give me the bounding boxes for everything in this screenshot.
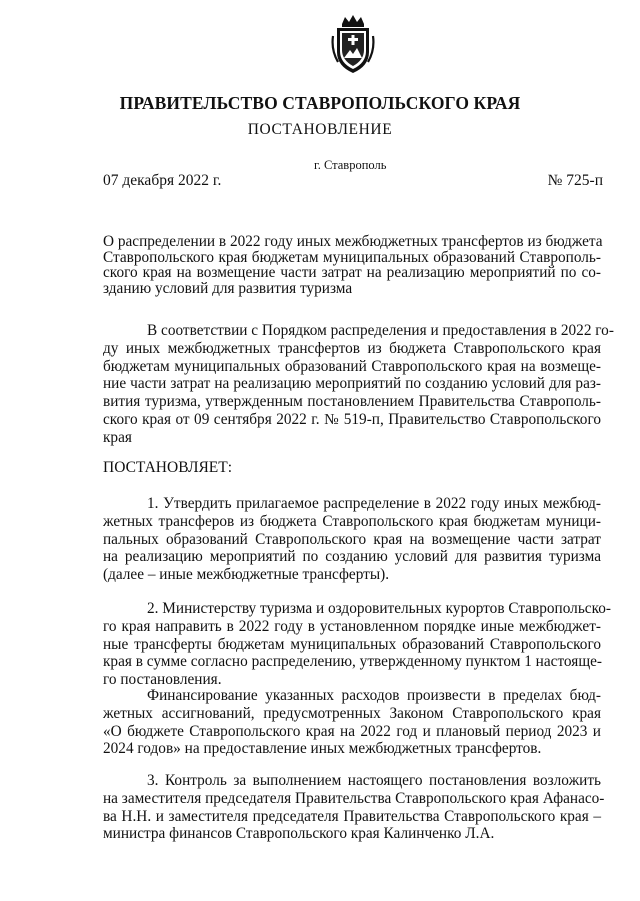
text-line: жетных трансферов из бюджета Ставропольского края бюджетам муници-	[103, 512, 601, 530]
item-2-paragraph	[103, 600, 611, 689]
preamble-paragraph	[103, 322, 614, 447]
text-line: (далее – иные межбюджетные трансферты).	[103, 566, 390, 584]
subject-line: зданию условий для развития туризма	[103, 279, 353, 297]
postanovlyaet-heading: ПОСТАНОВЛЯЕТ:	[103, 459, 233, 476]
document-type: ПОСТАНОВЛЕНИЕ	[247, 121, 393, 138]
text-line: вития туризма, утвержденным постановлением Правительства Ставрополь-	[103, 393, 601, 411]
document-date: 07 декабря 2022 г.	[103, 172, 222, 189]
text-line: «О бюджете Ставропольского края на 2022 год и плановый период 2023 и	[103, 722, 601, 740]
text-line: В соответствии с Порядком распределения и предоставления в 2022 го-	[147, 322, 614, 339]
text-line: 2. Министерству туризма и оздоровительных курортов Ставропольско-	[147, 600, 611, 617]
text-line: Финансирование указанных расходов произвести в пределах бюд-	[147, 687, 601, 704]
text-line: ва Н.Н. и заместителя председателя Правительства Ставропольского края –	[103, 807, 601, 825]
text-line: 3. Контроль за выполнением настоящего постановления возложить	[147, 772, 601, 789]
text-line: министра финансов Ставропольского края Калинченко Л.А.	[103, 825, 495, 843]
text-line: 2024 годов» на предоставление иных межбюджетных трансфертов.	[103, 740, 542, 758]
item-2-financing-paragraph	[103, 687, 601, 758]
subject-line: ского края на возмещение части затрат на реализацию мероприятий по со-	[103, 264, 601, 281]
text-line: края в сумме согласно распределению, утвержденному пунктом 1 настояще-	[103, 653, 602, 671]
government-title: ПРАВИТЕЛЬСТВО СТАВРОПОЛЬСКОГО КРАЯ	[119, 93, 521, 113]
text-line: 1. Утвердить прилагаемое распределение в 2022 году иных межбюд-	[147, 495, 601, 512]
text-line: го постановления.	[103, 671, 222, 689]
city: г. Ставрополь	[314, 158, 387, 172]
text-line: ные трансферты бюджетам муниципальных образований Ставропольского	[103, 635, 601, 653]
item-1-paragraph	[103, 495, 601, 584]
text-line: ду иных межбюджетных трансфертов из бюджета Ставропольского края	[103, 339, 601, 357]
text-line: жетных ассигнований, предусмотренных Законом Ставропольского края	[103, 704, 601, 722]
text-line: на реализацию мероприятий по созданию условий для развития туризма	[103, 548, 601, 566]
text-line: ние части затрат на реализацию мероприятий по созданию условий для раз-	[103, 375, 601, 393]
document-number: № 725-п	[547, 172, 603, 189]
text-line: пальных образований Ставропольского края на возмещение части затрат	[103, 530, 601, 548]
stavropol-coat-of-arms-icon	[330, 14, 376, 76]
text-line: бюджетам муниципальных образований Ставропольского края на возмеще-	[103, 357, 601, 375]
document-subject	[103, 234, 601, 296]
text-line: го края направить в 2022 году в установленном порядке иные межбюджет-	[103, 617, 601, 635]
text-line: ского края от 09 сентября 2022 г. № 519-п, Правительство Ставропольского	[103, 410, 601, 428]
subject-line: Ставропольского края бюджетам муниципальных образований Ставрополь-	[103, 248, 601, 266]
item-3-paragraph	[103, 772, 605, 843]
subject-line: О распределении в 2022 году иных межбюджетных трансфертов из бюджета	[103, 233, 603, 250]
date-number-line	[103, 172, 603, 194]
text-line: края	[103, 428, 132, 446]
text-line: на заместителя председателя Правительства Ставропольского края Афанасо-	[103, 789, 605, 807]
